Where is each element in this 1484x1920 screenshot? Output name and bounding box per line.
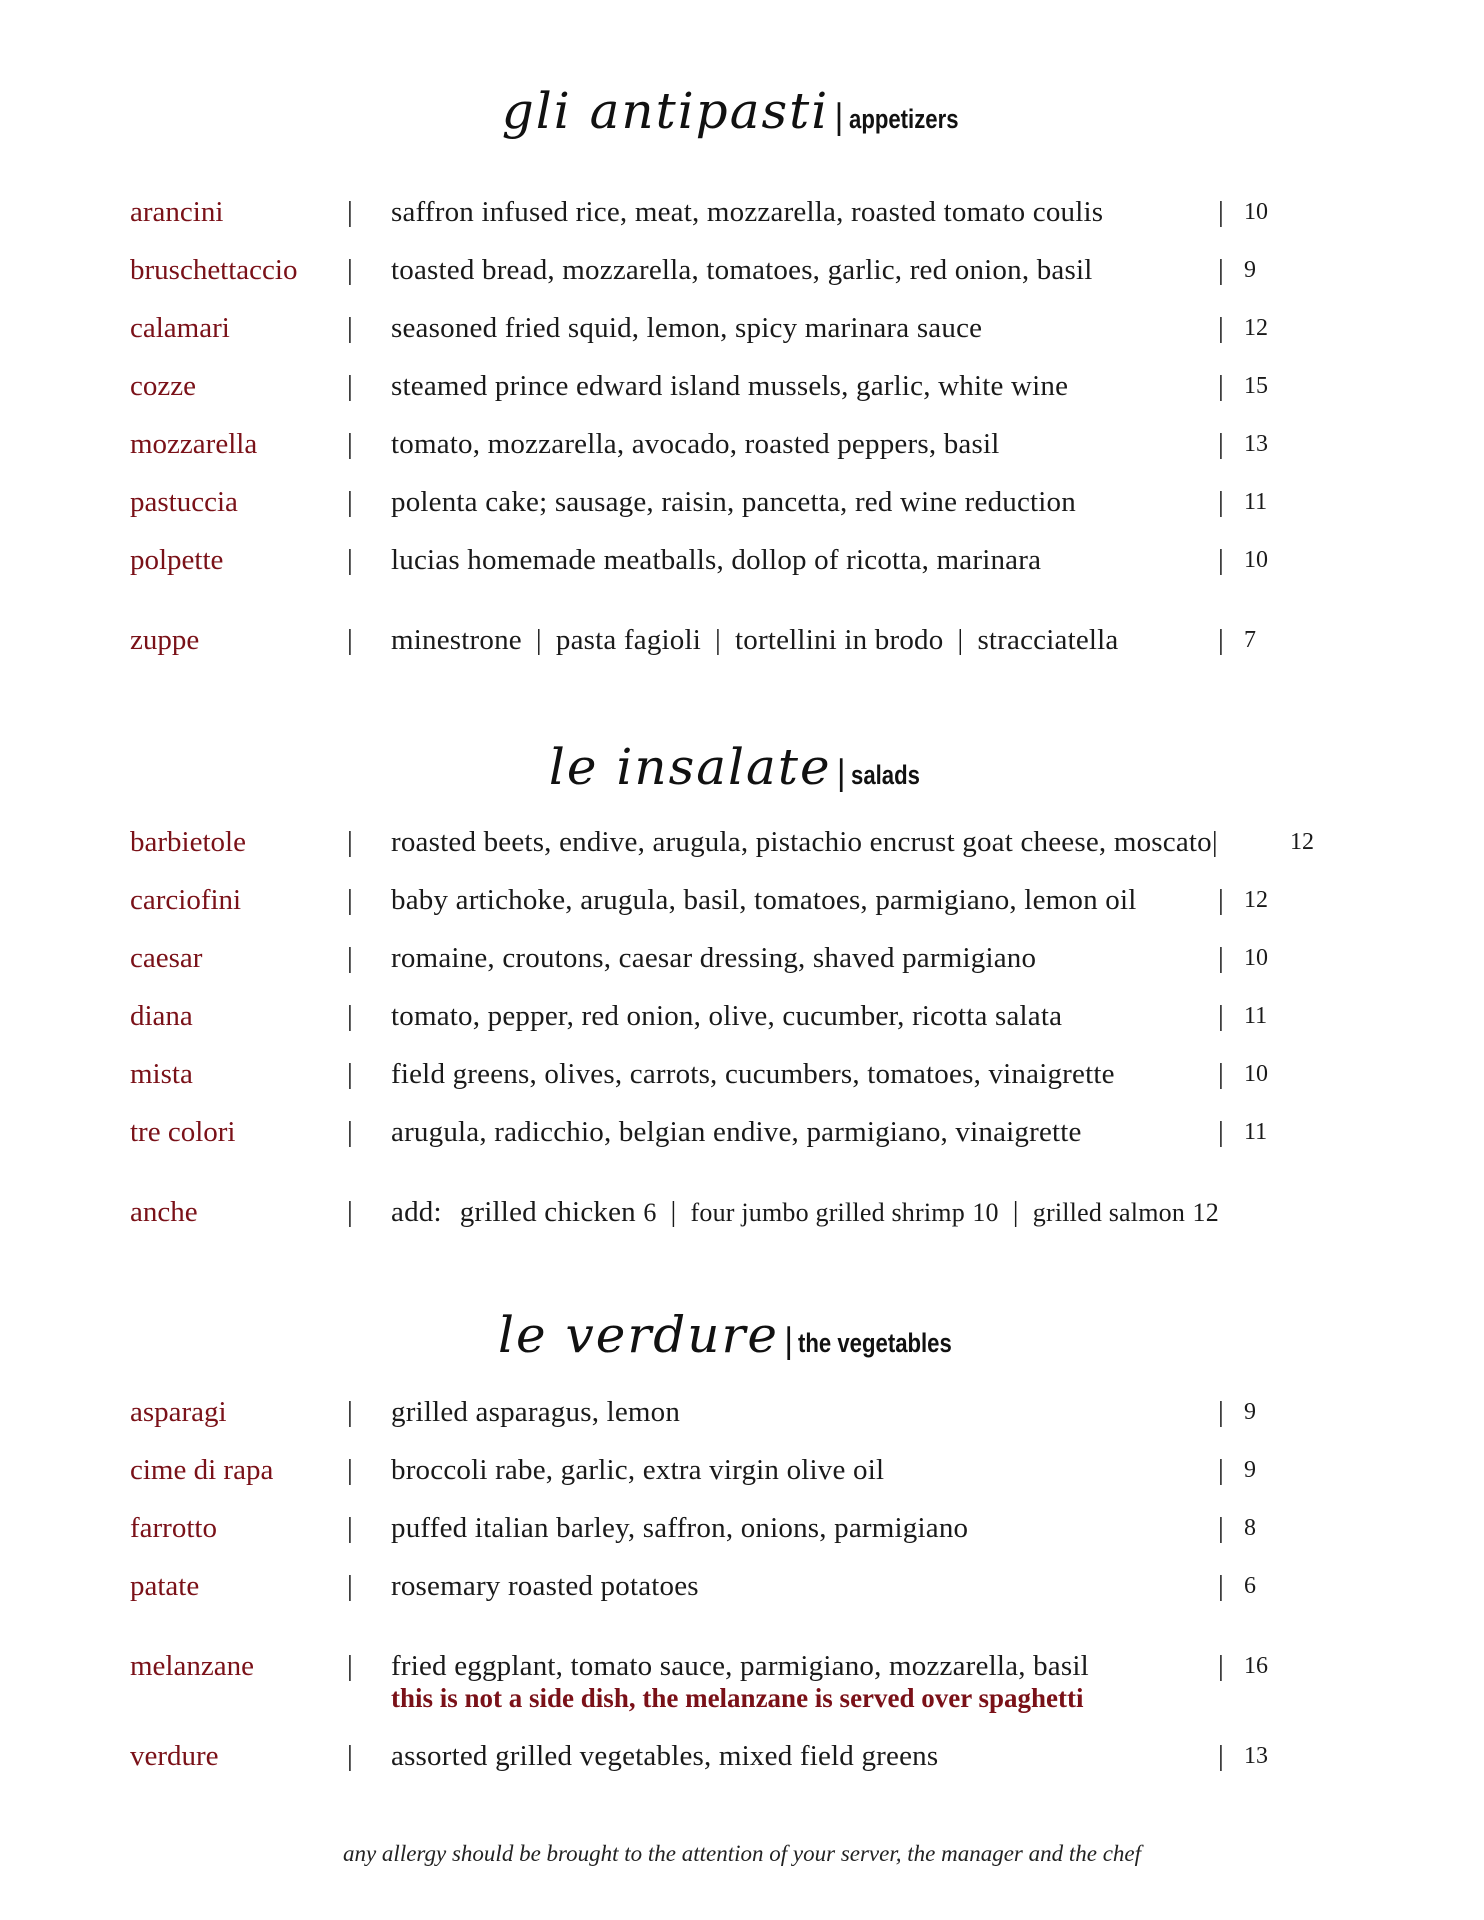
separator: |: [347, 370, 353, 402]
item-name: zuppe: [130, 624, 200, 656]
section-subtitle: appetizers: [848, 104, 959, 134]
item-price: 11: [1244, 1119, 1268, 1145]
separator: |: [1218, 370, 1224, 402]
soup-option: tortellini in brodo: [735, 624, 944, 656]
separator: |: [347, 1058, 353, 1090]
separator: |: [1218, 312, 1224, 344]
separator: |: [347, 624, 353, 656]
separator: |: [1218, 486, 1224, 518]
section-header-antipasti: [0, 82, 1484, 140]
item-name: mozzarella: [130, 428, 258, 460]
section-title: le verdure: [498, 1306, 779, 1364]
menu-item-zuppe: [0, 624, 1484, 664]
separator: |: [1218, 1058, 1224, 1090]
separator: |: [1218, 1454, 1224, 1486]
soup-options: [391, 624, 1119, 657]
item-name: barbietole: [130, 826, 246, 858]
item-price: 9: [1244, 257, 1256, 283]
item-price: 11: [1244, 489, 1268, 515]
item-name: caesar: [130, 942, 203, 974]
separator: |: [347, 826, 353, 858]
menu-item-anche: [0, 1196, 1484, 1236]
item-description: steamed prince edward island mussels, garlic, white wine: [391, 370, 1069, 402]
item-price: 9: [1244, 1399, 1256, 1425]
menu-item: [0, 428, 1484, 468]
item-price: 9: [1244, 1457, 1256, 1483]
separator: |: [347, 1116, 353, 1148]
separator: |: [1218, 1116, 1224, 1148]
menu-item: [0, 370, 1484, 410]
section-title: gli antipasti: [501, 82, 830, 140]
section-subtitle: the vegetables: [798, 1328, 953, 1358]
item-name: melanzane: [130, 1650, 254, 1682]
item-name: calamari: [130, 312, 230, 344]
item-price: 8: [1244, 1515, 1256, 1541]
separator: |: [347, 1454, 353, 1486]
item-description: polenta cake; sausage, raisin, pancetta, red wine reduction: [391, 486, 1076, 518]
separator: |: [1218, 1570, 1224, 1602]
item-description: toasted bread, mozzarella, tomatoes, garlic, red onion, basil: [391, 254, 1093, 286]
item-name: bruschettaccio: [130, 254, 298, 286]
separator: |: [1218, 1000, 1224, 1032]
separator: |: [347, 196, 353, 228]
menu-item: [0, 942, 1484, 982]
item-description: fried eggplant, tomato sauce, parmigiano, mozzarella, basil: [391, 1650, 1089, 1682]
separator: |: [1218, 1650, 1224, 1682]
separator: |: [1218, 624, 1224, 656]
separator: |: [347, 312, 353, 344]
soup-option: stracciatella: [977, 624, 1119, 656]
item-name: cozze: [130, 370, 196, 402]
item-price: 12: [1290, 829, 1314, 855]
item-description: romaine, croutons, caesar dressing, shaved parmigiano: [391, 942, 1037, 974]
separator: |: [715, 624, 722, 656]
section-header-verdure: [0, 1306, 1484, 1364]
item-description: broccoli rabe, garlic, extra virgin olive oil: [391, 1454, 885, 1486]
separator: |: [670, 1196, 677, 1228]
menu-item: [0, 312, 1484, 352]
separator: |: [1218, 544, 1224, 576]
separator: |: [1012, 1196, 1019, 1228]
item-name: cime di rapa: [130, 1454, 274, 1486]
allergy-notice: any allergy should be brought to the attention of your server, the manager and the chef: [342, 1841, 1142, 1866]
item-description: seasoned fried squid, lemon, spicy marinara sauce: [391, 312, 983, 344]
item-price: 6: [1244, 1573, 1256, 1599]
separator: |: [347, 254, 353, 286]
item-price: 13: [1244, 431, 1268, 457]
separator: |: [1218, 1396, 1224, 1428]
item-name: farrotto: [130, 1512, 217, 1544]
separator: |: [347, 1512, 353, 1544]
item-description: baby artichoke, arugula, basil, tomatoes, parmigiano, lemon oil: [391, 884, 1137, 916]
menu-item: [0, 1512, 1484, 1552]
item-name: arancini: [130, 196, 224, 228]
addon-label: four jumbo grilled shrimp: [690, 1198, 965, 1227]
separator: |: [1211, 826, 1218, 858]
menu-item: [0, 1650, 1484, 1720]
item-name: tre colori: [130, 1116, 236, 1148]
separator: |: [957, 624, 964, 656]
separator: |: [1218, 196, 1224, 228]
item-description: assorted grilled vegetables, mixed field greens: [391, 1740, 939, 1772]
header-separator: |: [835, 753, 848, 793]
soup-option: minestrone: [391, 624, 522, 656]
menu-item: [0, 196, 1484, 236]
item-description: grilled asparagus, lemon: [391, 1396, 681, 1428]
separator: |: [1218, 1512, 1224, 1544]
item-description: rosemary roasted potatoes: [391, 1570, 699, 1602]
separator: |: [1218, 1740, 1224, 1772]
menu-item: [0, 1740, 1484, 1780]
addon-options: [391, 1196, 1219, 1229]
addon-price: 10: [972, 1198, 999, 1227]
item-name: pastuccia: [130, 486, 238, 518]
item-description: tomato, mozzarella, avocado, roasted peppers, basil: [391, 428, 1000, 460]
item-description: lucias homemade meatballs, dollop of ricotta, marinara: [391, 544, 1042, 576]
item-name: anche: [130, 1196, 198, 1228]
separator: |: [347, 1000, 353, 1032]
separator: |: [347, 1396, 353, 1428]
section-subtitle: salads: [851, 760, 920, 790]
item-name: patate: [130, 1570, 200, 1602]
item-description: saffron infused rice, meat, mozzarella, roasted tomato coulis: [391, 196, 1104, 228]
menu-item: [0, 1570, 1484, 1610]
menu-item: [0, 1116, 1484, 1156]
separator: |: [535, 624, 542, 656]
separator: |: [1218, 884, 1224, 916]
section-header-insalate: [0, 738, 1484, 796]
section-title: le insalate: [548, 738, 832, 796]
menu-item: [0, 1000, 1484, 1040]
separator: |: [347, 1650, 353, 1682]
item-name: carciofini: [130, 884, 242, 916]
menu-item: [0, 884, 1484, 924]
addon-price: 12: [1192, 1198, 1219, 1227]
item-price: 12: [1244, 315, 1268, 341]
separator: |: [347, 544, 353, 576]
menu-item: [0, 826, 1484, 866]
item-description: arugula, radicchio, belgian endive, parmigiano, vinaigrette: [391, 1116, 1082, 1148]
item-description-text: roasted beets, endive, arugula, pistachio encrust goat cheese, moscato: [391, 826, 1212, 858]
menu-item: [0, 1454, 1484, 1494]
item-price: 12: [1244, 887, 1268, 913]
item-description: tomato, pepper, red onion, olive, cucumber, ricotta salata: [391, 1000, 1063, 1032]
item-price: 10: [1244, 1061, 1268, 1087]
menu-item: [0, 544, 1484, 584]
item-name: verdure: [130, 1740, 219, 1772]
separator: |: [347, 1740, 353, 1772]
header-separator: |: [782, 1321, 795, 1361]
item-price: 10: [1244, 945, 1268, 971]
addon-price: 6: [643, 1198, 657, 1227]
item-name: diana: [130, 1000, 193, 1032]
item-price: 10: [1244, 547, 1268, 573]
item-price: 16: [1244, 1653, 1268, 1679]
item-name: polpette: [130, 544, 224, 576]
addon-label: grilled salmon: [1032, 1198, 1186, 1227]
item-price: 10: [1244, 199, 1268, 225]
separator: |: [1218, 428, 1224, 460]
item-note: this is not a side dish, the melanzane is served over spaghetti: [391, 1683, 1084, 1713]
item-description: [391, 826, 1218, 859]
item-price: 13: [1244, 1743, 1268, 1769]
separator: |: [1218, 942, 1224, 974]
item-price: 15: [1244, 373, 1268, 399]
separator: |: [1218, 254, 1224, 286]
header-separator: |: [833, 97, 845, 137]
soup-option: pasta fagioli: [555, 624, 702, 656]
add-label: add:: [391, 1196, 442, 1228]
item-price: 7: [1244, 627, 1256, 653]
separator: |: [347, 942, 353, 974]
menu-item: [0, 1396, 1484, 1436]
separator: |: [347, 428, 353, 460]
menu-item: [0, 486, 1484, 526]
item-price: 11: [1244, 1003, 1268, 1029]
separator: |: [347, 884, 353, 916]
item-description: puffed italian barley, saffron, onions, parmigiano: [391, 1512, 969, 1544]
item-description: field greens, olives, carrots, cucumbers, tomatoes, vinaigrette: [391, 1058, 1115, 1090]
separator: |: [347, 1196, 353, 1228]
addon-label: grilled chicken: [459, 1196, 636, 1228]
item-name: mista: [130, 1058, 193, 1090]
separator: |: [347, 486, 353, 518]
menu-item: [0, 254, 1484, 294]
item-name: asparagi: [130, 1396, 227, 1428]
menu-item: [0, 1058, 1484, 1098]
separator: |: [347, 1570, 353, 1602]
